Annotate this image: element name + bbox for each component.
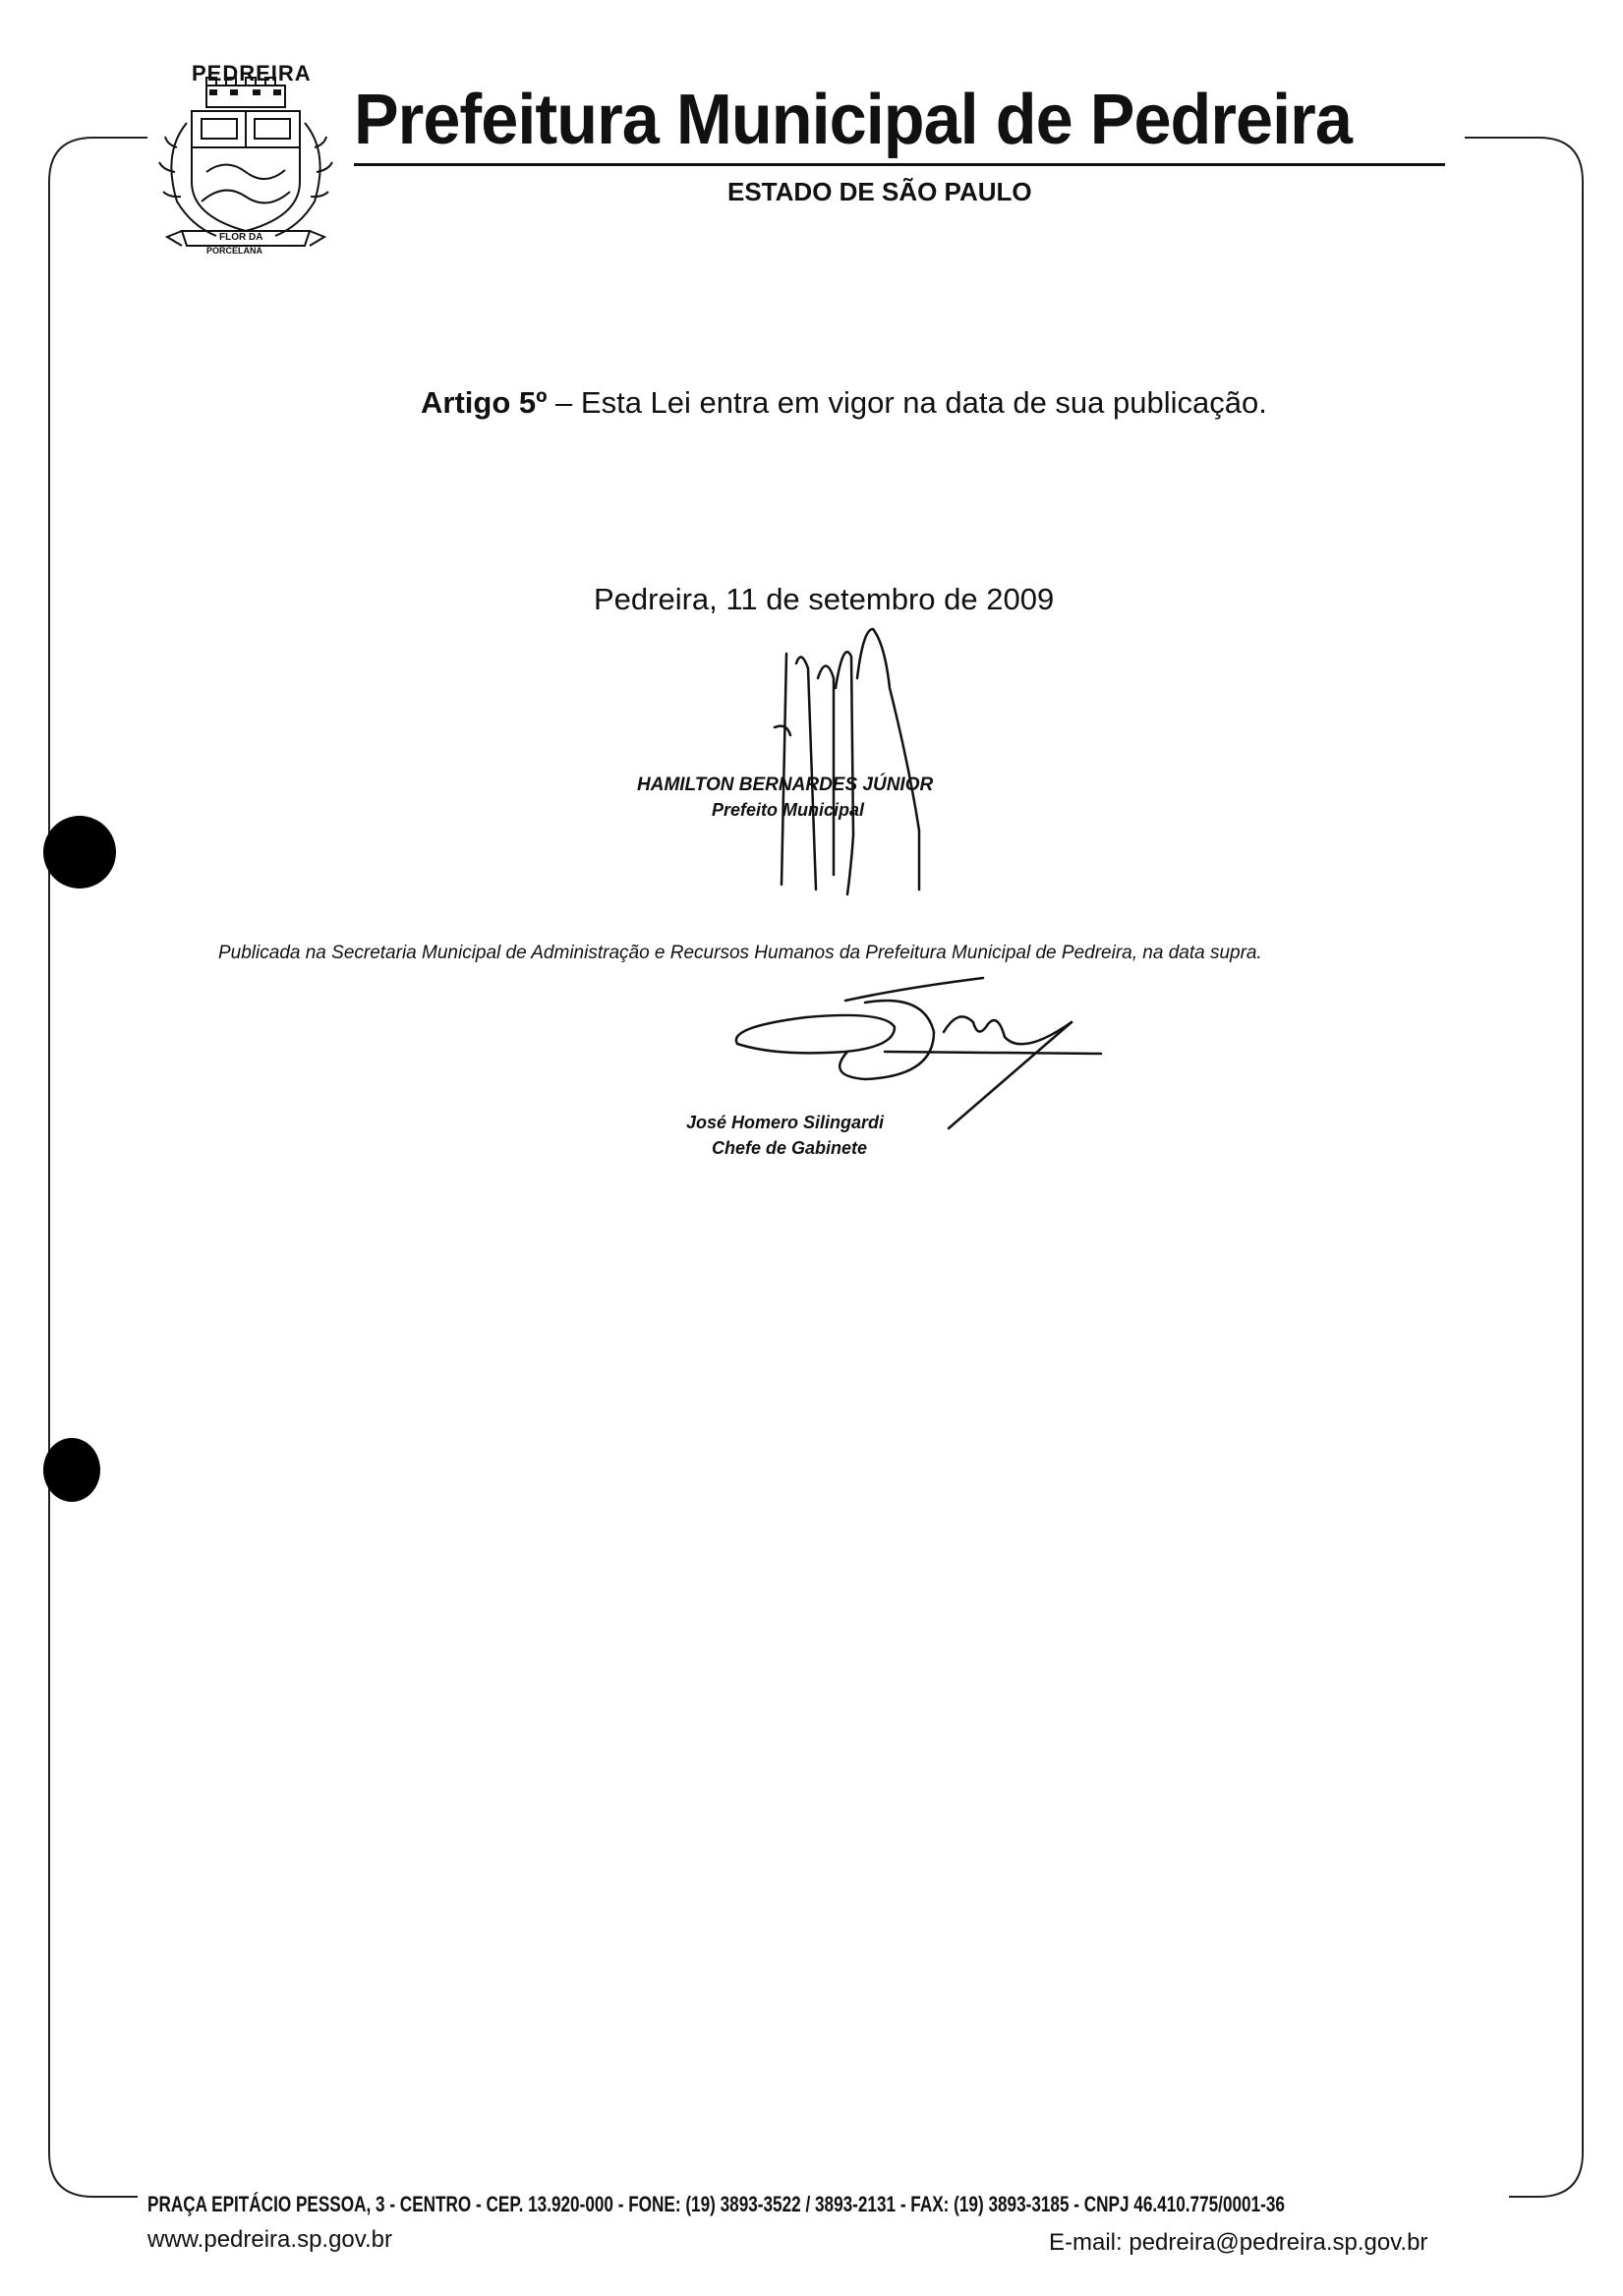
crest-bottom-text-1: FLOR DA xyxy=(219,232,263,243)
article-paragraph xyxy=(421,385,1267,421)
letterhead-title: Prefeitura Municipal de Pedreira xyxy=(354,81,1352,159)
signatory-name: HAMILTON BERNARDES JÚNIOR xyxy=(637,775,934,795)
article-text: – Esta Lei entra em vigor na data de sua publicação. xyxy=(547,385,1267,420)
footer-website[interactable]: www.pedreira.sp.gov.br xyxy=(147,2226,392,2253)
second-signatory-name: José Homero Silingardi xyxy=(686,1113,885,1132)
publication-note: Publicada na Secretaria Municipal de Administração e Recursos Humanos da Prefeitura Municipal de Pedreira, na data supra. xyxy=(218,943,1262,963)
signatory-role: Prefeito Municipal xyxy=(712,800,865,820)
date-line: Pedreira, 11 de setembro de 2009 xyxy=(594,582,1055,616)
second-signatory-role: Chefe de Gabinete xyxy=(712,1138,868,1158)
footer-email[interactable]: E-mail: pedreira@pedreira.sp.gov.br xyxy=(1049,2229,1428,2256)
footer-address: PRAÇA EPITÁCIO PESSOA, 3 - CENTRO - CEP. 13.920-000 - FONE: (19) 3893-3522 / 3893-2131 - FAX: (19) 3893-3185 - CNPJ 46.410.775/0001-36 xyxy=(147,2192,1285,2216)
punch-hole-lower xyxy=(43,1438,100,1502)
crest-bottom-text-2: PORCELANA xyxy=(206,246,263,256)
title-underline xyxy=(354,163,1445,166)
article-label: Artigo 5º xyxy=(421,385,548,420)
punch-hole-upper xyxy=(43,816,116,889)
crest-top-text: PEDREIRA xyxy=(192,61,312,86)
letterhead-subtitle: ESTADO DE SÃO PAULO xyxy=(727,177,1032,206)
